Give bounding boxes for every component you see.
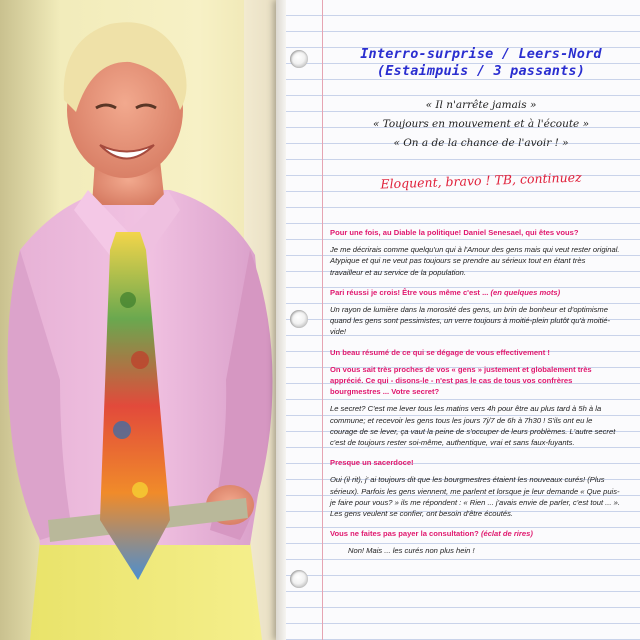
- question: Pour une fois, au Diable la politique! Daniel Senesael, qui êtes vous?: [330, 228, 579, 237]
- title-line-1: Interro-surprise / Leers-Nord: [360, 46, 602, 62]
- quote: « Toujours en mouvement et à l'écoute »: [372, 118, 590, 130]
- portrait-photo: [0, 0, 284, 640]
- answer: Un rayon de lumière dans la morosité des gens, un brin de bonheur et d'optimisme quand les gens sont pessimistes, un verre toujours à moitié-plein plutôt qu'à moitié-vide!: [330, 305, 611, 337]
- paper-binding: [276, 0, 286, 640]
- binder-hole-icon: [290, 50, 308, 68]
- notebook-page: [276, 0, 640, 640]
- answer: Non! Mais ... les curés non plus hein !: [348, 546, 475, 556]
- interview: [330, 227, 620, 566]
- quote: « Il n'arrête jamais »: [425, 99, 537, 111]
- answer: Oui (il rit), j' ai toujours dit que les bourgmestres étaient les nouveaux curés! (Plus sérieux). Parfois les gens viennent, me parlent et lorsque je leur demande « Que puis-je faire pour vous? » ils me répondent : « Rien ... j'avais envie de parler, c'est tout ... ». Les gens veulent se confier, ont besoin d'être écoutés.: [330, 475, 620, 519]
- article-title: [330, 46, 632, 80]
- question: Presque un sacerdoce!: [330, 458, 414, 468]
- question: Pari réussi je crois! Être vous même c'est ... (en quelques mots): [330, 287, 561, 297]
- question: Un beau résumé de ce qui se dégage de vous effectivement !: [330, 347, 550, 357]
- title-line-2: (Estaimpuis / 3 passants): [376, 63, 586, 79]
- teacher-grade: Eloquent, bravo ! TB, continuez: [380, 169, 582, 192]
- portrait-illustration: [0, 0, 284, 640]
- question: On vous sait très proches de vos « gens » justement et globalement très apprécié. Ce qui - disons-le - n'est pas le cas de tous vos confrères bourgmestres ... Votre secret?: [330, 364, 592, 397]
- answer: Je me décrirais comme quelqu'un qui à l'Amour des gens mais qui veut rester original. Atypique et qui ne veut pas toujours se prendre au sérieux tout en étant très travailleur et au service de la population.: [330, 245, 620, 277]
- answer: Le secret? C'est me lever tous les matins vers 4h pour être au plus tard à 5h à la commune; et recevoir les gens tous les jours 7j/7 de 6h à 7h30 ! S'ils ont eu le courage de se lever, ça vaut la peine de s'occuper de leurs problèmes. L'autre secret c'est de toujours rester soi-même, authentique, vrai et sans faux-fuyants.: [330, 404, 616, 448]
- binder-hole-icon: [290, 570, 308, 588]
- binder-hole-icon: [290, 310, 308, 328]
- question: Vous ne faites pas payer la consultation? (éclat de rires): [330, 529, 533, 539]
- quote: « On a de la chance de l'avoir ! »: [393, 137, 569, 149]
- quote-block: [330, 96, 632, 153]
